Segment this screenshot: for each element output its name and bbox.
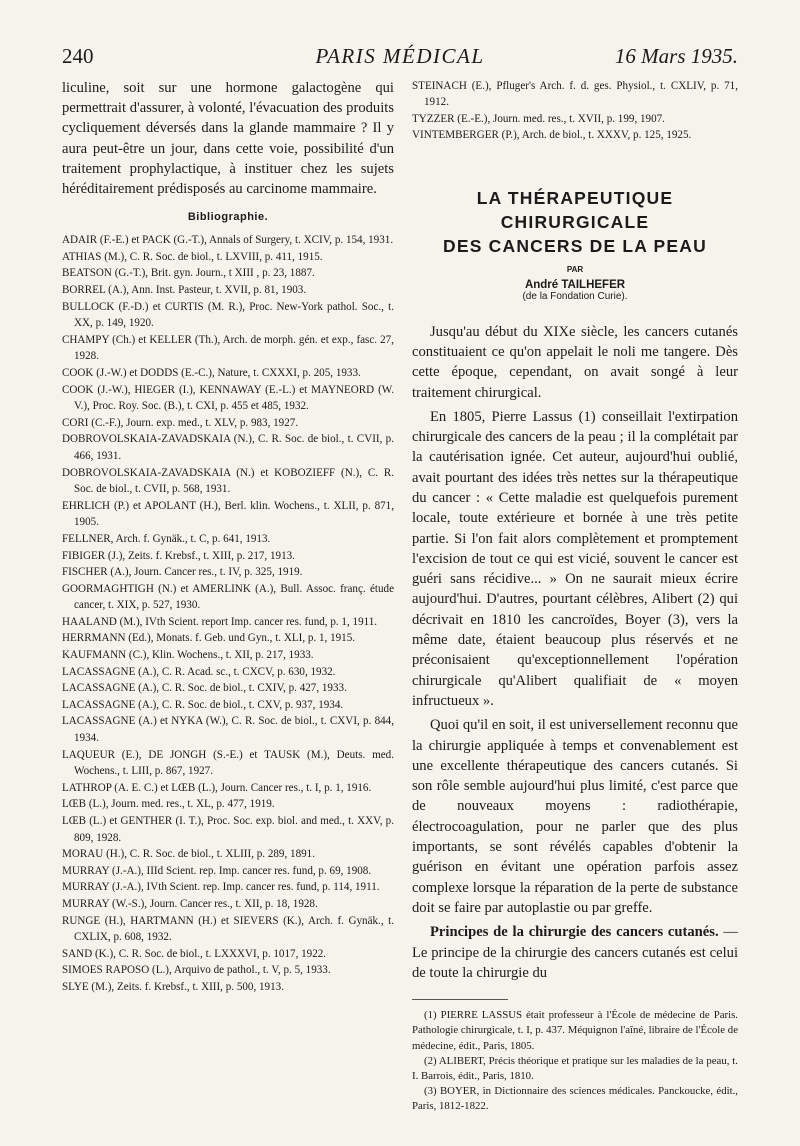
author-affiliation: (de la Fondation Curie). [522,290,628,302]
bibliography-entry: LŒB (L.) et GENTHER (I. T.), Proc. Soc. exp. biol. and med., t. XXV, p. 809, 1928. [62,815,394,844]
bibliography-entry: CORI (C.-F.), Journ. exp. med., t. XLV, p. 983, 1927. [62,416,299,429]
footnote-rule [412,999,508,1000]
bibliography-entry: HAALAND (M.), IVth Scient. report Imp. cancer res. fund, p. 1, 1911. [62,615,378,628]
bibliography-entry: COOK (J.-W.), HIEGER (I.), KENNAWAY (E.-L.) et MAYNEORD (W. V.), Proc. Roy. Soc. (B.), t. CXI, p. 455 et 485, 1932. [62,383,394,413]
intro-paragraph: liculine, soit sur une hormone galactogène qui permettrait d'assurer, à volonté, l'évacuation des produits cycliquement déversés dans la glande mammaire ? Il y aura peut-être un jour, dans cette voie, possibilité d'un traitement prophylactique, à instituer chez les sujets héréditairement prédisposés au carcinome mammaire. [62,80,394,198]
bibliography-entry: ATHIAS (M.), C. R. Soc. de biol., t. LXVIII, p. 411, 1915. [62,250,323,263]
bibliography-entry: MORAU (H.), C. R. Soc. de biol., t. XLIII, p. 289, 1891. [62,848,315,861]
article-title-line: LA THÉRAPEUTIQUE [476,187,674,208]
bibliography-entry: LAQUEUR (E.), DE JONGH (S.-E.) et TAUSK (M.), Deuts. med. Wochens., t. LIII, p. 867, 1927. [62,748,394,778]
footnote: (3) BOYER, in Dictionnaire des sciences médicales. Panckoucke, édit., Paris, 1812-1822. [412,1085,738,1113]
article-title-line: CHIRURGICALE [500,211,650,232]
bibliography-entry: DOBROVOLSKAIA-ZAVADSKAIA (N.) et KOBOZIEFF (N.), C. R. Soc. de biol., t. CVII, p. 568, 1931. [62,466,394,496]
bibliography-entry: TYZZER (E.-E.), Journ. med. res., t. XVII, p. 199, 1907. [412,112,665,125]
bibliography-entry: STEINACH (E.), Pfluger's Arch. f. d. ges. Physiol., t. CXLIV, p. 71, 1912. [412,80,738,109]
bibliography-list [62,232,394,995]
right-column [412,78,738,1115]
bibliography-entry: SLYE (M.), Zeits. f. Krebsf., t. XIII, p. 500, 1913. [62,980,284,993]
bibliography-entry: ADAIR (F.-E.) et PACK (G.-T.), Annals of Surgery, t. XCIV, p. 154, 1931. [62,234,394,247]
footnote: (1) PIERRE LASSUS était professeur à l'École de médecine de Paris. Pathologie chirurgicale, t. I, p. 437. Méquignon l'aîné, libraire de l'École de médecine, édit., Paris, 1805. [412,1009,738,1052]
bibliography-entry: FELLNER, Arch. f. Gynäk., t. C, p. 641, 1913. [62,532,271,545]
journal-title: PARIS MÉDICAL [315,44,485,68]
bibliography-entry: LATHROP (A. E. C.) et LŒB (L.), Journ. Cancer res., t. I, p. 1, 1916. [62,781,372,794]
bibliography-title: Bibliographie. [187,211,269,224]
bibliography-entry: RUNGE (H.), HARTMANN (H.) et SIEVERS (K.), Arch. f. Gynäk., t. CXLIX, p. 608, 1932. [62,914,394,944]
issue-date: 16 Mars 1935. [614,44,738,68]
bibliography-entry: LACASSAGNE (A.), C. R. Acad. sc., t. CXCV, p. 630, 1932. [62,665,336,678]
footnote: (2) ALIBERT, Précis théorique et pratique sur les maladies de la peau, t. I. Barrois, édit., Paris, 1810. [412,1054,738,1082]
bibliography-entry: GOORMAGHTIGH (N.) et AMERLINK (A.), Bull. Assoc. franç. étude cancer, t. XIX, p. 527, 1930. [62,582,394,612]
running-header [62,44,738,74]
article-title [412,186,738,258]
body-paragraph: Quoi qu'il en soit, il est universellement reconnu que la chirurgie appliquée à temps et convenablement est une excellente thérapeutique des cancers cutanés. Si son rôle semble aujourd'hui plus limité, c'est parce que de nouveaux moyens : radiothérapie, électrocoagulation, pour ne parler que des plus importants, se sont révélés capables d'obtenir la guérison en évitant une opération parfois assez complexe lorsque la réparation de la perte de substance doit se faire par autoplastie ou par greffe. [412,717,738,916]
bibliography-entry: SAND (K.), C. R. Soc. de biol., t. LXXXVI, p. 1017, 1922. [62,947,327,960]
body-paragraph: Jusqu'au début du XIXe siècle, les cancers cutanés constituaient ce qu'on appelait le noli me tangere. Dès cette époque, cependant, on avait songé à leur traitement chirurgical. [412,323,738,401]
author-name: André TAILHEFER [524,278,626,291]
bibliography-entry: FISCHER (A.), Journ. Cancer res., t. IV, p. 325, 1919. [62,566,303,579]
bibliography-continued [412,78,738,144]
bibliography-entry: SIMOES RAPOSO (L.), Arquivo de pathol., t. V, p. 5, 1933. [62,964,331,977]
bibliography-entry: COOK (J.-W.) et DODDS (E.-C.), Nature, t. CXXXI, p. 205, 1933. [62,366,361,379]
section-paragraph [412,922,738,983]
bibliography-entry: LACASSAGNE (A.), C. R. Soc. de biol., t. CXIV, p. 427, 1933. [62,682,347,695]
bibliography-entry: FIBIGER (J.), Zeits. f. Krebsf., t. XIII, p. 217, 1913. [62,549,295,562]
bibliography-entry: BORREL (A.), Ann. Inst. Pasteur, t. XVII, p. 81, 1903. [62,284,307,296]
bibliography-entry: DOBROVOLSKAIA-ZAVADSKAIA (N.), C. R. Soc. de biol., t. CVII, p. 466, 1931. [62,433,394,462]
bibliography-entry: MURRAY (J.-A.), IIId Scient. rep. Imp. cancer res. fund, p. 69, 1908. [62,864,372,877]
article-title-line: DES CANCERS DE LA PEAU [443,235,707,256]
bibliography-entry: BEATSON (G.-T.), Brit. gyn. Journ., t XIII , p. 23, 1887. [62,267,315,280]
bibliography-entry: KAUFMANN (C.), Klin. Wochens., t. XII, p. 217, 1933. [62,649,314,662]
bibliography-entry: LACASSAGNE (A.) et NYKA (W.), C. R. Soc. de biol., t. CXVI, p. 844, 1934. [62,715,394,745]
section-text: — Le principe de la chirurgie des cancers cutanés est celui de toute la chirurgie du [412,924,739,981]
byline-par: PAR [566,264,584,274]
left-column [62,78,394,996]
bibliography-entry: HERRMANN (Ed.), Monats. f. Geb. und Gyn., t. XLI, p. 1, 1915. [62,632,356,645]
bibliography-entry: MURRAY (W.-S.), Journ. Cancer res., t. XII, p. 18, 1928. [62,897,318,910]
bibliography-entry: CHAMPY (Ch.) et KELLER (Th.), Arch. de morph. gén. et exp., fasc. 27, 1928. [62,333,394,363]
bibliography-entry: LACASSAGNE (A.), C. R. Soc. de biol., t. CXV, p. 937, 1934. [62,698,344,711]
bibliography-entry: BULLOCK (F.-D.) et CURTIS (M. R.), Proc. New-York pathol. Soc., t. XX, p. 149, 1920. [62,300,394,330]
bibliography-entry: LŒB (L.), Journ. med. res., t. XL, p. 477, 1919. [62,798,275,811]
bibliography-entry: EHRLICH (P.) et APOLANT (H.), Berl. klin. Wochens., t. XLII, p. 871, 1905. [62,499,394,529]
body-paragraph: En 1805, Pierre Lassus (1) conseillait l'extirpation chirurgicale des cancers de la peau ; il la complétait par la cautérisation ignée. Cet auteur, aujourd'hui oublié, avait pourtant des idées très nettes sur la thérapeutique du cancer : « Cette maladie est quelquefois purement locale, toute extérieure et bornée à une très petite partie. Si l'on fait alors complètement et promptement l'excision de tout ce qui est vicié, souvent le cancer est guéri sans récidive... » On ne saurait mieux écrire aujourd'hui. D'autres, pourtant célèbres, Alibert (2) qui décrivait en 1810 les cancroïdes, Boyer (3), vers la même date, étaient beaucoup plus réservés et ne préconisaient qu'exceptionnellement l'opération chirurgicale qu'Alibert qualifiait de « moyen infructueux ». [412,408,738,709]
bibliography-entry: VINTEMBERGER (P.), Arch. de biol., t. XXXV, p. 125, 1925. [412,129,692,142]
section-heading: Principes de la chirurgie des cancers cutanés. [430,924,719,941]
bibliography-entry: MURRAY (J.-A.), IVth Scient. rep. Imp. cancer res. fund, p. 114, 1911. [62,881,380,894]
page-number: 240 [62,44,94,68]
